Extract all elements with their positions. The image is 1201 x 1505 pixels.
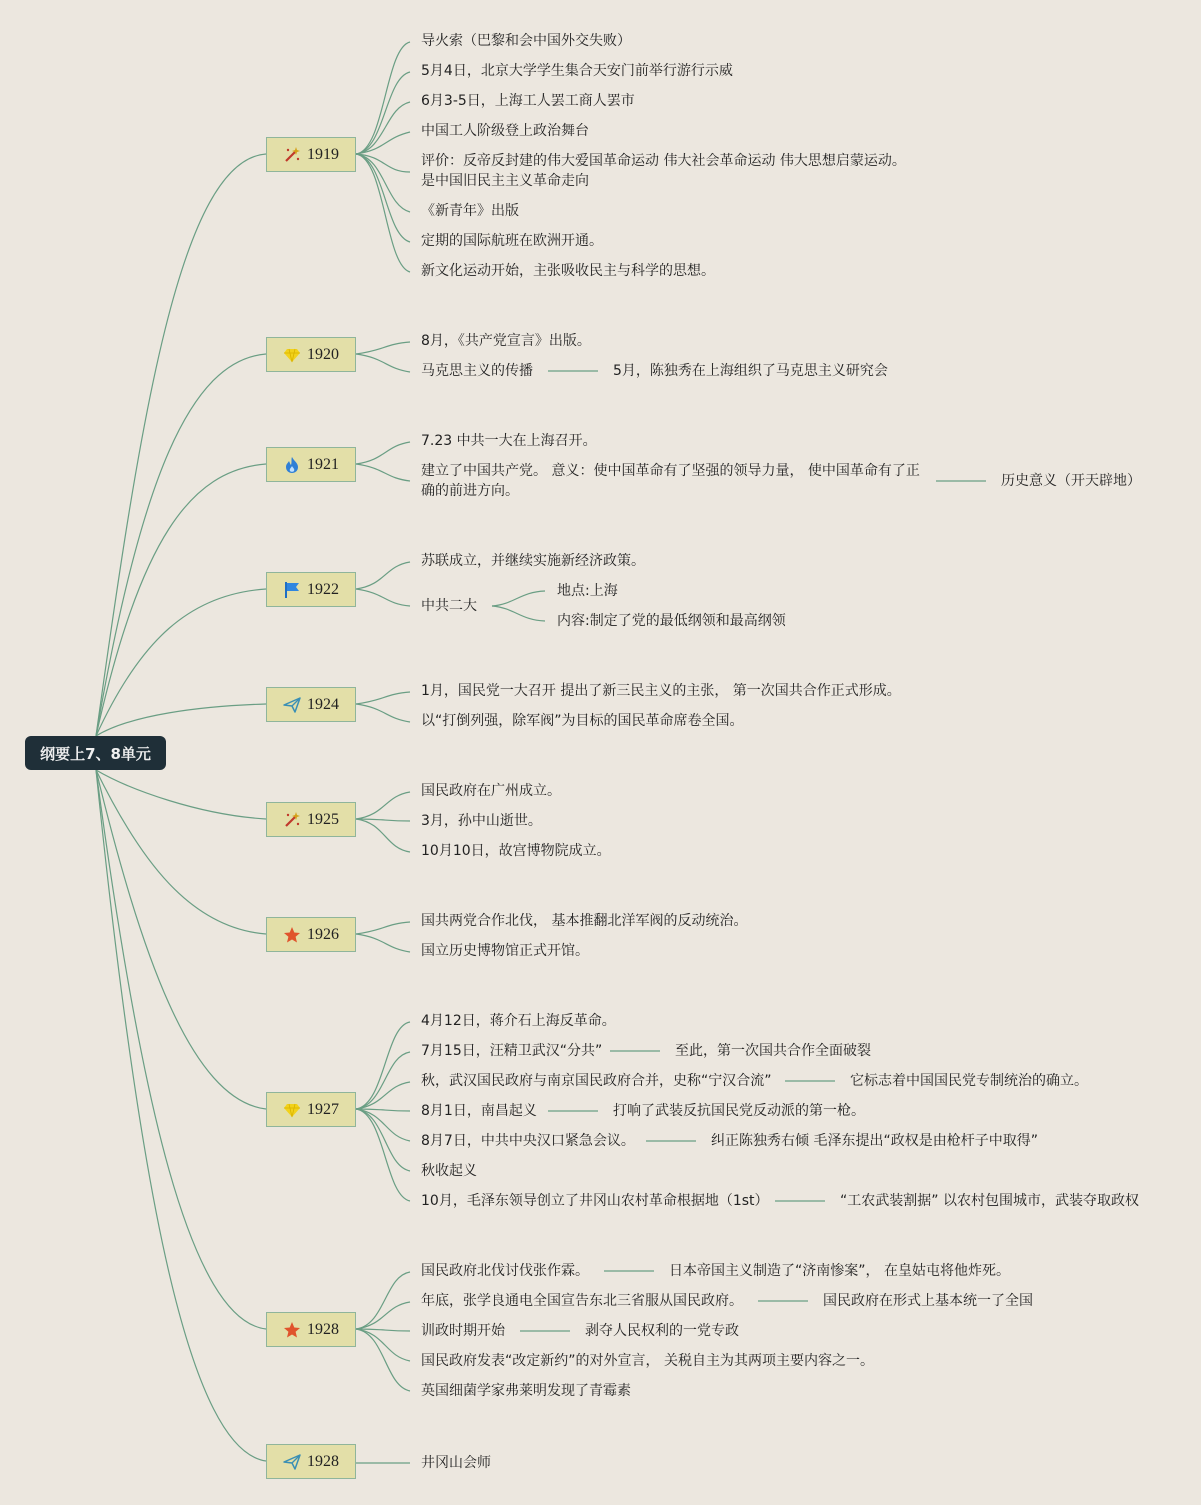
flame-icon bbox=[283, 456, 301, 474]
year-node-1926[interactable] bbox=[266, 917, 356, 952]
topic-1928-b-item[interactable]: 井冈山会师 bbox=[421, 1455, 491, 1471]
topic-1927-subitem[interactable]: 至此，第一次国共合作全面破裂 bbox=[675, 1043, 871, 1059]
year-label: 1920 bbox=[307, 345, 339, 363]
topic-1928-item[interactable]: 国民政府发表“改定新约”的对外宣言， 关税自主为其两项主要内容之一。 bbox=[421, 1353, 874, 1369]
topic-1919-item[interactable]: 5月4日，北京大学学生集合天安门前举行游行示威 bbox=[421, 63, 733, 79]
paper-plane-icon bbox=[283, 1453, 301, 1471]
root-topic[interactable]: 纲要上7、8单元 bbox=[25, 736, 166, 770]
year-node-1921[interactable] bbox=[266, 447, 356, 482]
topic-1925-item[interactable]: 10月10日，故宫博物院成立。 bbox=[421, 843, 611, 859]
year-label: 1928 bbox=[307, 1320, 339, 1338]
topic-1927-item[interactable]: 8月7日，中共中央汉口紧急会议。 bbox=[421, 1133, 635, 1149]
topic-1927-item[interactable]: 7月15日，汪精卫武汉“分共” bbox=[421, 1043, 603, 1059]
topic-1927-item[interactable]: 秋收起义 bbox=[421, 1163, 477, 1179]
topic-1922-subitem[interactable]: 地点:上海 bbox=[557, 583, 618, 599]
topic-1927-item[interactable]: 8月1日，南昌起义 bbox=[421, 1103, 537, 1119]
topic-1928-item[interactable]: 国民政府北伐讨伐张作霖。 bbox=[421, 1263, 589, 1279]
topic-1927-subitem[interactable]: 它标志着中国国民党专制统治的确立。 bbox=[850, 1073, 1088, 1089]
topic-1921-subitem[interactable]: 历史意义（开天辟地） bbox=[1001, 473, 1141, 489]
topic-1928-item[interactable]: 训政时期开始 bbox=[421, 1323, 505, 1339]
topic-1928-subitem[interactable]: 国民政府在形式上基本统一了全国 bbox=[823, 1293, 1033, 1309]
topic-1920-item[interactable]: 8月，《共产党宣言》出版。 bbox=[421, 333, 591, 349]
magic-wand-icon bbox=[283, 811, 301, 829]
year-node-1920[interactable] bbox=[266, 337, 356, 372]
year-label: 1925 bbox=[307, 810, 339, 828]
topic-1919-item[interactable]: 中国工人阶级登上政治舞台 bbox=[421, 123, 589, 139]
topic-1919-item[interactable]: 是中国旧民主主义革命走向 bbox=[421, 173, 589, 189]
topic-1927-subitem[interactable]: 纠正陈独秀右倾 毛泽东提出“政权是由枪杆子中取得” bbox=[711, 1133, 1038, 1149]
year-label: 1922 bbox=[307, 580, 339, 598]
topic-1919-item[interactable]: 定期的国际航班在欧洲开通。 bbox=[421, 233, 603, 249]
topic-1925-item[interactable]: 3月，孙中山逝世。 bbox=[421, 813, 542, 829]
topic-1924-item[interactable]: 以“打倒列强，除军阀”为目标的国民革命席卷全国。 bbox=[421, 713, 744, 729]
topic-1919-item[interactable]: 6月3-5日，上海工人罢工商人罢市 bbox=[421, 93, 635, 109]
flag-icon bbox=[283, 581, 301, 599]
year-label: 1924 bbox=[307, 695, 339, 713]
topic-1922-item[interactable]: 中共二大 bbox=[421, 598, 477, 614]
topic-1928-item[interactable]: 英国细菌学家弗莱明发现了青霉素 bbox=[421, 1383, 631, 1399]
topic-1919-item[interactable]: 评价：反帝反封建的伟大爱国革命运动 伟大社会革命运动 伟大思想启蒙运动。 bbox=[421, 153, 906, 169]
topic-1927-item[interactable]: 4月12日，蒋介石上海反革命。 bbox=[421, 1013, 616, 1029]
year-node-1928[interactable] bbox=[266, 1312, 356, 1347]
topic-1927-subitem[interactable]: 打响了武装反抗国民党反动派的第一枪。 bbox=[613, 1103, 865, 1119]
star-icon bbox=[283, 926, 301, 944]
topic-1928-subitem[interactable]: 剥夺人民权利的一党专政 bbox=[585, 1323, 739, 1339]
topic-1922-subitem[interactable]: 内容:制定了党的最低纲领和最高纲领 bbox=[557, 613, 786, 629]
topic-1921-item[interactable]: 7.23 中共一大在上海召开。 bbox=[421, 433, 597, 449]
diamond-icon bbox=[283, 1101, 301, 1119]
year-node-1919[interactable] bbox=[266, 137, 356, 172]
topic-1926-item[interactable]: 国共两党合作北伐， 基本推翻北洋军阀的反动统治。 bbox=[421, 913, 748, 929]
diamond-icon bbox=[283, 346, 301, 364]
topic-1924-item[interactable]: 1月，国民党一大召开 提出了新三民主义的主张， 第一次国共合作正式形成。 bbox=[421, 683, 901, 699]
topic-1926-item[interactable]: 国立历史博物馆正式开馆。 bbox=[421, 943, 589, 959]
topic-1928-subitem[interactable]: 日本帝国主义制造了“济南惨案”， 在皇姑屯将他炸死。 bbox=[669, 1263, 1010, 1279]
year-label: 1926 bbox=[307, 925, 339, 943]
star-icon bbox=[283, 1321, 301, 1339]
year-node-1922[interactable] bbox=[266, 572, 356, 607]
topic-1927-item[interactable]: 秋，武汉国民政府与南京国民政府合并，史称“宁汉合流” bbox=[421, 1073, 772, 1089]
topic-1922-item[interactable]: 苏联成立，并继续实施新经济政策。 bbox=[421, 553, 645, 569]
topic-1920-item[interactable]: 马克思主义的传播 bbox=[421, 363, 533, 379]
magic-wand-icon bbox=[283, 146, 301, 164]
year-label: 1919 bbox=[307, 145, 339, 163]
year-node-1924[interactable] bbox=[266, 687, 356, 722]
topic-1928-item[interactable]: 年底，张学良通电全国宣告东北三省服从国民政府。 bbox=[421, 1293, 743, 1309]
topic-1927-item[interactable]: 10月，毛泽东领导创立了井冈山农村革命根据地（1st） bbox=[421, 1193, 769, 1209]
paper-plane-icon bbox=[283, 696, 301, 714]
topic-1919-item[interactable]: 《新青年》出版 bbox=[421, 203, 519, 219]
topic-1927-subitem[interactable]: “工农武装割据” 以农村包围城市，武装夺取政权 bbox=[840, 1193, 1139, 1209]
year-node-1927[interactable] bbox=[266, 1092, 356, 1127]
year-label: 1928 bbox=[307, 1452, 339, 1470]
topic-1925-item[interactable]: 国民政府在广州成立。 bbox=[421, 783, 561, 799]
year-label: 1921 bbox=[307, 455, 339, 473]
year-node-1925[interactable] bbox=[266, 802, 356, 837]
year-node-1928-b[interactable] bbox=[266, 1444, 356, 1479]
topic-1921-item[interactable]: 建立了中国共产党。 意义：使中国革命有了坚强的领导力量， 使中国革命有了正确的前进方向。 bbox=[421, 463, 920, 499]
topic-1919-item[interactable]: 导火索（巴黎和会中国外交失败） bbox=[421, 33, 631, 49]
year-label: 1927 bbox=[307, 1100, 339, 1118]
topic-1920-subitem[interactable]: 5月，陈独秀在上海组织了马克思主义研究会 bbox=[613, 363, 888, 379]
topic-1919-item[interactable]: 新文化运动开始，主张吸收民主与科学的思想。 bbox=[421, 263, 715, 279]
